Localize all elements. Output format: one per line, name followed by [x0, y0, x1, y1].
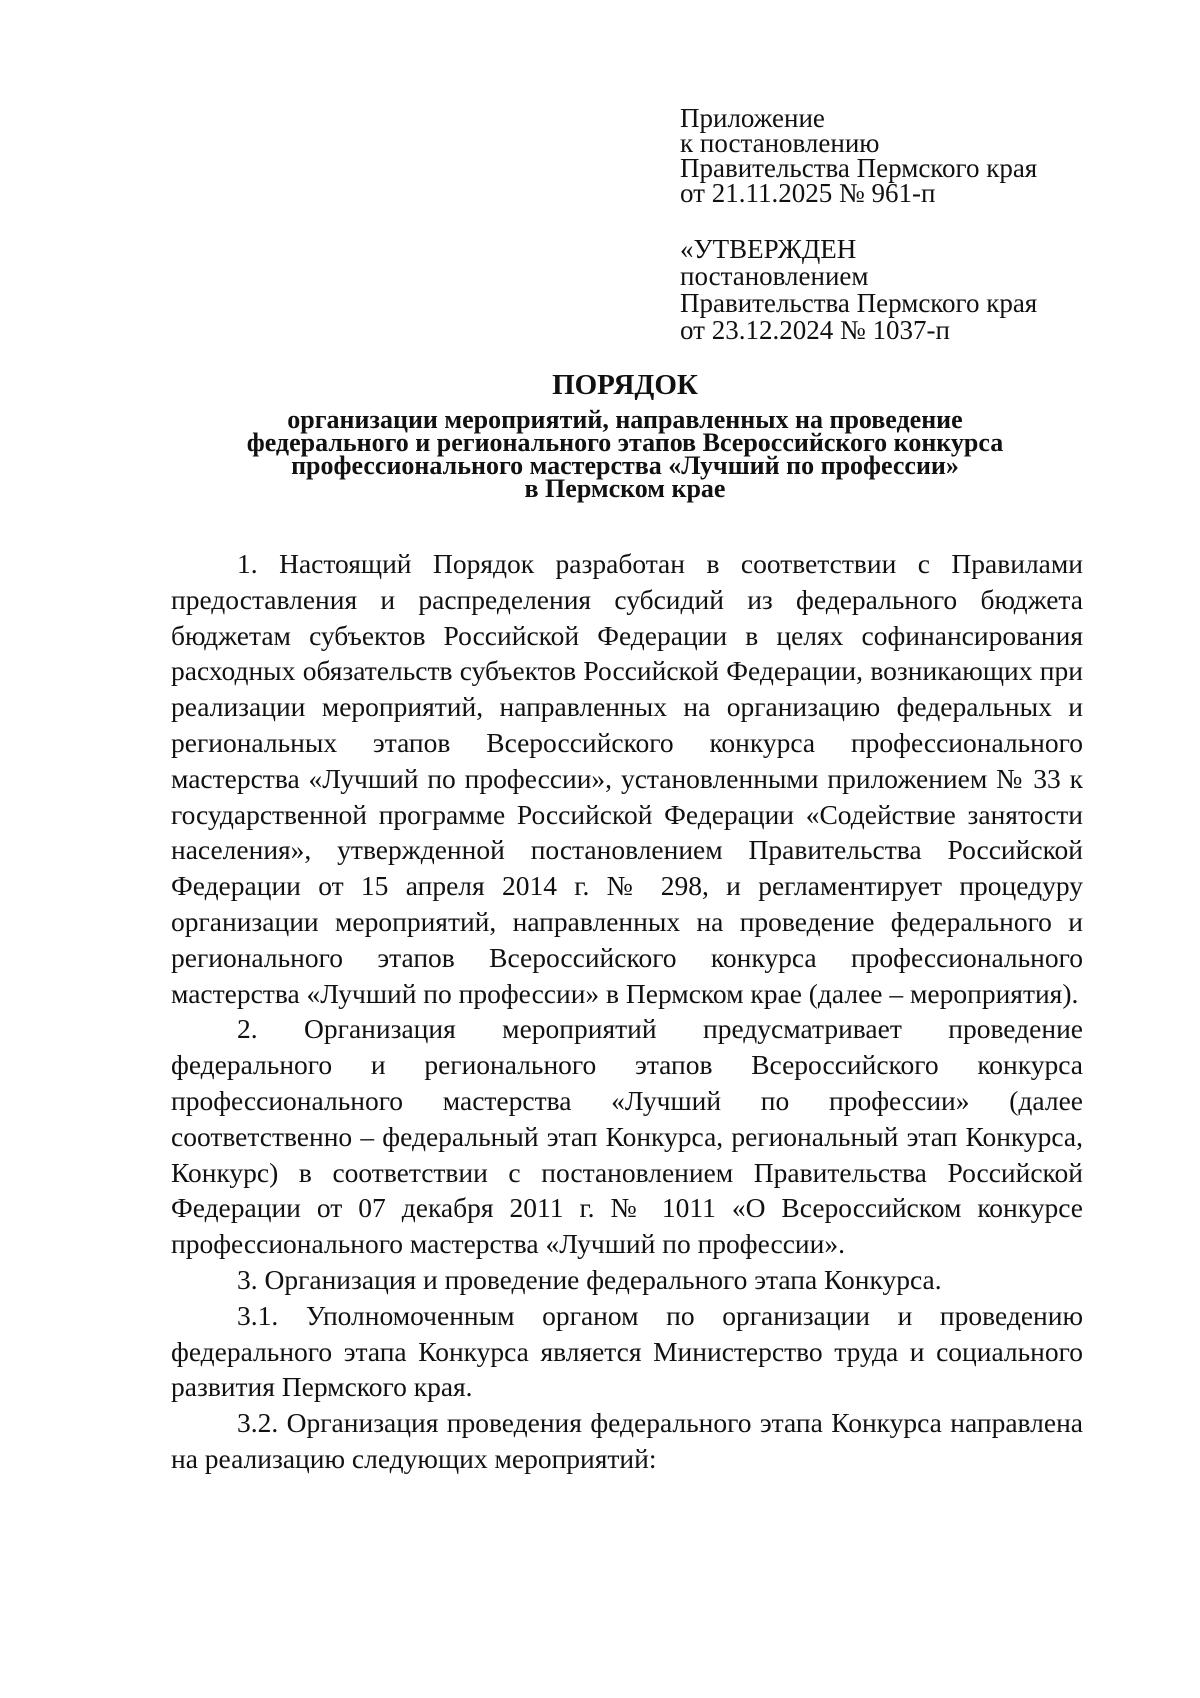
paragraph-2: 2. Организация мероприятий предусматривает проведение федерального и регионального этапов Всероссийского конкурса профессионального мастерства «Лучший по профессии» (далее соответственно – федеральный этап Конкурса, региональный этап Конкурса, Конкурс) в соответствии с постановлением Правительства Российской Федерации от 07 декабря 2011 г. № 1011 «О Всероссийском конкурсе профессионального мастерства «Лучший по профессии».: [171, 1013, 1083, 1260]
paragraph-1: 1. Настоящий Порядок разработан в соответствии с Правилами предоставления и распределения субсидий из федерального бюджета бюджетам субъектов Российской Федерации в целях софинансирования расходных обязательств субъектов Российской Федерации, возникающих при реализации мероприятий, направленных на организацию федеральных и региональных этапов Всероссийского конкурса профессионального мастерства «Лучший по профессии», установленными приложением № 33 к государственной программе Российской Федерации «Содействие занятости населения», утвержденной постановлением Правительства Российской Федерации от 15 апреля 2014 г. № 298, и регламентирует процедуру организации мероприятий, направленных на проведение федерального и регионального этапов Всероссийского конкурса профессионального мастерства «Лучший по профессии» в Пермском крае (далее – мероприятия).: [171, 548, 1083, 1009]
document-title: ПОРЯДОК: [552, 369, 698, 401]
paragraph-3-2: 3.2. Организация проведения федерального этапа Конкурса направлена на реализацию следующих мероприятий:: [171, 1407, 1083, 1474]
approval-line: Правительства Пермского края: [680, 288, 1038, 318]
approval-line: «УТВЕРЖДЕН: [680, 234, 857, 264]
document-body: [171, 546, 1083, 1477]
attachment-line: от 21.11.2025 № 961-п: [680, 178, 936, 208]
approval-stamp-block: [680, 236, 1100, 344]
attachment-line: Приложение: [680, 103, 825, 133]
paragraph-3-1: 3.1. Уполномоченным органом по организации и проведению федерального этапа Конкурса является Министерство труда и социального развития Пермского края.: [171, 1299, 1083, 1403]
document-subtitle: [0, 405, 1200, 503]
attachment-block: [680, 103, 1100, 208]
attachment-line: к постановлению: [680, 128, 880, 158]
approval-line: постановлением: [680, 261, 869, 291]
subtitle-line: федерального и регионального этапов Всероссийского конкурса: [246, 428, 1004, 457]
subtitle-line: профессионального мастерства «Лучший по профессии»: [291, 451, 959, 480]
paragraph-3: 3. Организация и проведение федерального этапа Конкурса.: [237, 1263, 942, 1295]
attachment-line: Правительства Пермского края: [680, 153, 1038, 183]
approval-line: от 23.12.2024 № 1037-п: [680, 315, 950, 345]
subtitle-line: в Пермском крае: [524, 474, 726, 503]
subtitle-line: организации мероприятий, направленных на проведение: [287, 405, 963, 434]
